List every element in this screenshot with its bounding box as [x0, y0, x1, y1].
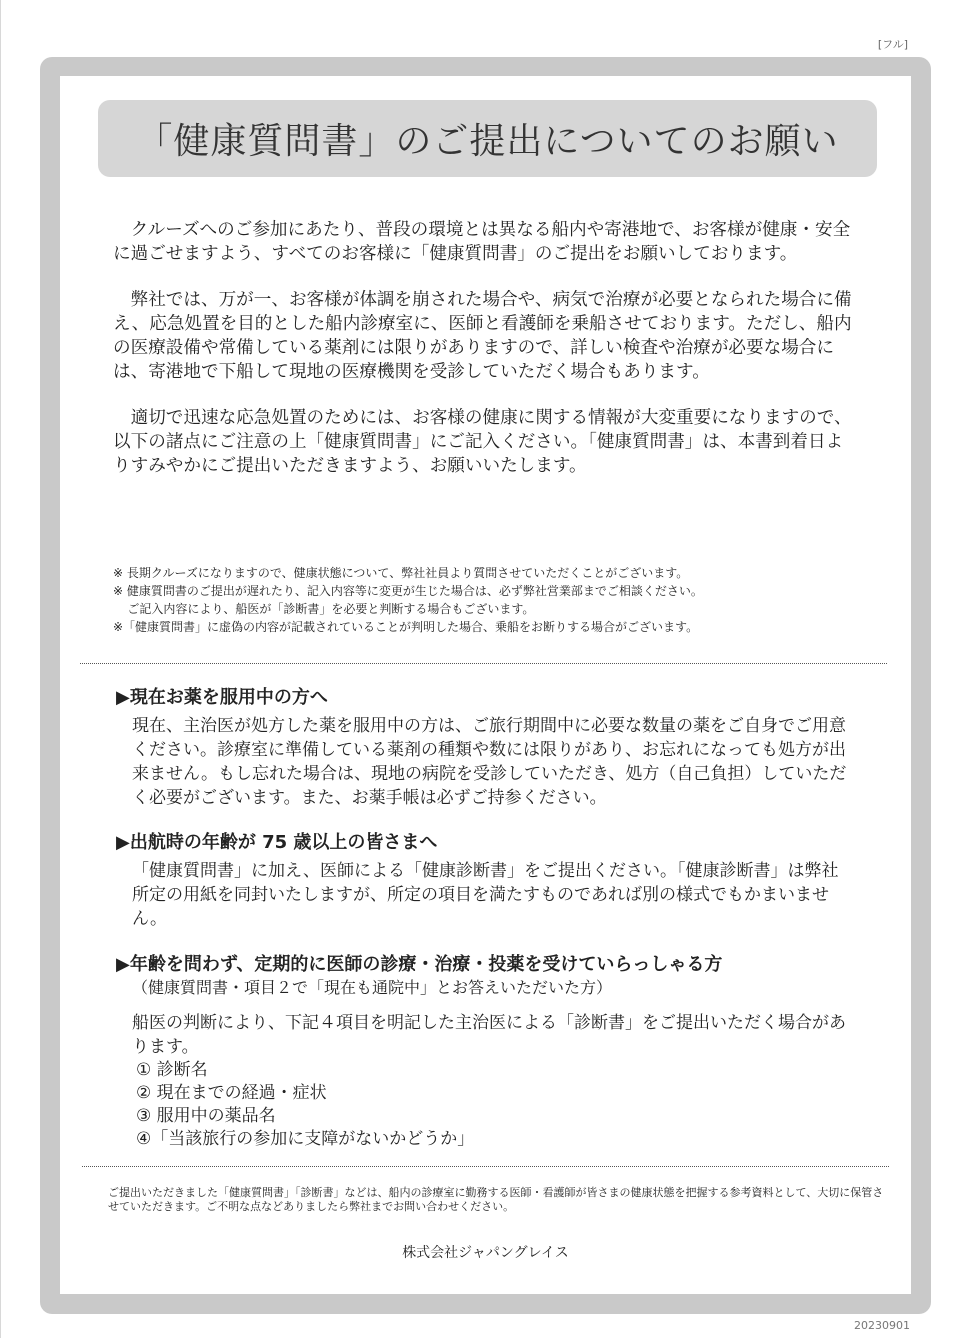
- note-item: ※「健康質問書」に虚偽の内容が記載されていることが判明した場合、乗船をお断りする場合がございます。: [113, 620, 699, 634]
- date-code: 20230901: [854, 1319, 910, 1332]
- corner-label: [フル]: [877, 38, 908, 51]
- company-name: 株式会社ジャパングレイス: [402, 1245, 569, 1261]
- list-item: ② 現在までの経過・症状: [136, 1083, 327, 1103]
- note-item: ご記入内容により、船医が「診断書」を必要と判断する場合もございます。: [127, 602, 535, 616]
- intro-paragraph-1: クルーズへのご参加にあたり、普段の環境とは異なる船内や寄港地で、お客様が健康・安全に過ごせますよう、すべてのお客様に「健康質問書」のご提出をお願いしております。: [113, 220, 851, 264]
- list-item: ③ 服用中の薬品名: [136, 1106, 276, 1126]
- left-edge-rule: [0, 0, 1, 1338]
- intro-text: [113, 218, 860, 500]
- list-item: ④「当該旅行の参加に支障がないかどうか」: [136, 1129, 475, 1149]
- list-item: ① 診断名: [136, 1060, 208, 1080]
- section-heading: ▶出航時の年齢が 75 歳以上の皆さまへ: [116, 832, 438, 853]
- intro-paragraph-3: 適切で迅速な応急処置のためには、お客様の健康に関する情報が大変重要になりますので、以下の諸点にご注意の上「健康質問書」にご記入ください。「健康質問書」は、本書到着日よりすみやかにご提出いただきますよう、お願いいたします。: [113, 408, 852, 476]
- divider-top: [80, 663, 887, 664]
- required-items-list: [136, 1059, 876, 1151]
- section-age75: [116, 831, 876, 931]
- document-frame: [40, 57, 931, 1314]
- notes-list: [113, 564, 873, 636]
- document-sheet: [60, 76, 911, 1294]
- section-body: 「健康質問書」に加え、医師による「健康診断書」をご提出ください。「健康診断書」は弊社所定の用紙を同封いたしますが、所定の項目を満たすものであれば別の様式でもかまいません。: [132, 861, 839, 929]
- section-heading: ▶現在お薬を服用中の方へ: [116, 687, 328, 708]
- section-subheading: （健康質問書・項目２で「現在も通院中」とお答えいただいた方）: [132, 978, 613, 997]
- note-item: ※ 健康質問書のご提出が遅れたり、記入内容等に変更が生じた場合は、必ず弊社営業部までご相談ください。: [113, 584, 703, 598]
- section-medication: [116, 686, 876, 810]
- note-item: ※ 長期クルーズになりますので、健康状態について、弊社社員より質問させていただくことがございます。: [113, 566, 689, 580]
- intro-paragraph-2: 弊社では、万が一、お客様が体調を崩された場合や、病気で治療が必要となられた場合に備え、応急処置を目的とした船内診療室に、医師と看護師を乗船させております。ただし、船内の医療設備や常備している薬剤には限りがありますので、詳しい検査や治療が必要な場合には、寄港地で下船して現地の医療機関を受診していただく場合もあります。: [113, 290, 852, 382]
- divider-bottom: [82, 1166, 889, 1167]
- page-title: 「健康質問書」のご提出についてのお願い: [136, 121, 839, 162]
- section-body: 現在、主治医が処方した薬を服用中の方は、ご旅行期間中に必要な数量の薬をご自身でご用意ください。診療室に準備している薬剤の種類や数には限りがあり、お忘れになっても処方が出来ません。もし忘れた場合は、現地の病院を受診していただき、処方（自己負担）していただく必要がございます。また、お薬手帳は必ずご持参ください。: [132, 716, 847, 808]
- section-regular-patients: [116, 953, 876, 1151]
- title-banner: [98, 100, 877, 177]
- section-heading: ▶年齢を問わず、定期的に医師の診療・治療・投薬を受けていらっしゃる方: [116, 954, 723, 975]
- section-body: 船医の判断により、下記４項目を明記した主治医による「診断書」をご提出いただく場合があります。: [132, 1013, 846, 1057]
- footer-note: ご提出いただきました「健康質問書」「診断書」などは、船内の診療室に勤務する医師・看護師が皆さまの健康状態を把握する参考資料として、大切に保管させていただきます。ご不明な点などありましたら弊社までお問い合わせください。: [108, 1186, 884, 1213]
